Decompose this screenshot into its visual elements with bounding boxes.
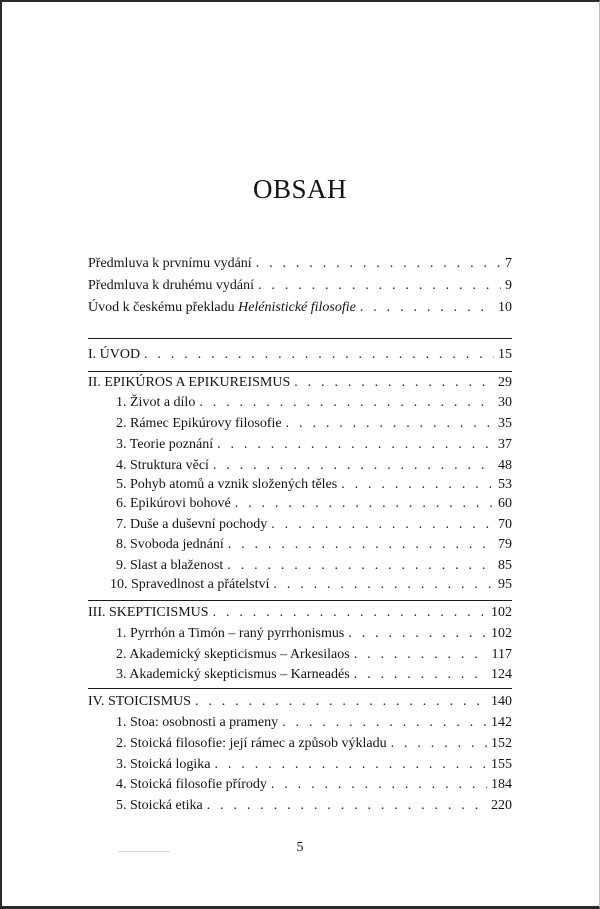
- toc-entry[interactable]: [116, 514, 512, 536]
- toc-entry-preface-first[interactable]: [88, 253, 512, 275]
- toc-entry-label: Předmluva k druhému vydání: [88, 278, 255, 293]
- toc-entry-page: 37: [498, 437, 512, 452]
- toc-entry-label: 3. Akademický skepticismus – Karneadés: [116, 667, 350, 682]
- toc-section-skepticismus[interactable]: [88, 602, 512, 624]
- leader-dots: [354, 644, 488, 666]
- toc-entry-label-prefix: Úvod k českému překladu: [88, 300, 239, 315]
- toc-entry-page: 79: [498, 537, 512, 552]
- toc-entry-page: 124: [491, 667, 512, 682]
- leader-dots: [258, 275, 501, 297]
- toc-entry-page: 220: [491, 798, 512, 813]
- leader-dots: [199, 392, 494, 414]
- toc-section-stoicismus[interactable]: [88, 691, 512, 713]
- toc-entry-label: 1. Pyrrhón a Timón – raný pyrrhonismus: [116, 626, 345, 641]
- toc-entry-page: 117: [491, 647, 512, 662]
- section-divider: [88, 338, 512, 339]
- toc-entry-page: 9: [505, 278, 512, 293]
- leader-dots: [271, 774, 487, 796]
- toc-entry-label: 3. Teorie poznání: [116, 437, 214, 452]
- toc-entry-label: 3. Stoická logika: [116, 757, 211, 772]
- toc-entry-page: 95: [498, 577, 512, 592]
- toc-entry[interactable]: [116, 712, 512, 734]
- leader-dots: [217, 434, 494, 456]
- toc-entry-page: 85: [498, 558, 512, 573]
- toc-entry-page: 155: [491, 757, 512, 772]
- toc-entry[interactable]: [116, 413, 512, 435]
- toc-entry[interactable]: [116, 623, 512, 645]
- leader-dots: [354, 664, 487, 686]
- toc-entry-label: 4. Struktura věcí: [116, 458, 209, 473]
- toc-entry-label: 5. Stoická etika: [116, 798, 203, 813]
- leader-dots: [271, 514, 494, 536]
- toc-section-label: II. EPIKÚROS A EPIKUREISMUS: [88, 375, 291, 390]
- toc-entry-label: 2. Stoická filosofie: její rámec a způsob výkladu: [116, 736, 387, 751]
- toc-entry-label: 2. Akademický skepticismus – Arkesilaos: [116, 647, 350, 662]
- toc-entry-label: 10. Spravedlnost a přátelství: [110, 577, 270, 592]
- toc-entry-page: 102: [491, 626, 512, 641]
- leader-dots: [348, 623, 487, 645]
- toc-entry[interactable]: [116, 664, 512, 686]
- leader-dots: [360, 297, 494, 319]
- toc-section-label: IV. STOICISMUS: [88, 694, 191, 709]
- toc-entry[interactable]: [116, 493, 512, 515]
- leader-dots: [213, 602, 487, 624]
- toc-entry-label: 4. Stoická filosofie přírody: [116, 777, 267, 792]
- page-number: 5: [296, 840, 304, 855]
- toc-entry-label: 8. Svoboda jednání: [116, 537, 224, 552]
- toc-entry-label-italic: Helénistické filosofie: [238, 300, 356, 315]
- toc-section-page: 29: [498, 375, 512, 390]
- toc-entry[interactable]: [116, 392, 512, 414]
- leader-dots: [391, 733, 487, 755]
- toc-section-epikuros[interactable]: [88, 372, 512, 394]
- toc-section-page: 140: [491, 694, 512, 709]
- leader-dots: [235, 493, 494, 515]
- leader-dots: [282, 712, 487, 734]
- toc-entry[interactable]: [116, 644, 512, 666]
- toc-entry-preface-second[interactable]: [88, 275, 512, 297]
- toc-section-label: I. ÚVOD: [88, 347, 141, 362]
- leader-dots: [144, 344, 494, 366]
- toc-entry-label: 1. Život a dílo: [116, 395, 196, 410]
- toc-entry[interactable]: [110, 574, 512, 596]
- toc-section-page: 102: [491, 605, 512, 620]
- toc-entry[interactable]: [116, 434, 512, 456]
- toc-entry-page: 184: [491, 777, 512, 792]
- toc-section-label: III. SKEPTICISMUS: [88, 605, 209, 620]
- toc-entry[interactable]: [116, 774, 512, 796]
- toc-section-page: 15: [498, 347, 512, 362]
- toc-entry-czech-intro[interactable]: [88, 297, 512, 319]
- toc-entry-page: 48: [498, 458, 512, 473]
- leader-dots: [228, 534, 494, 556]
- toc-entry-label: 5. Pohyb atomů a vznik složených těles: [116, 477, 338, 492]
- toc-entry-page: 53: [498, 477, 512, 492]
- toc-entry-page: 70: [498, 517, 512, 532]
- toc-entry[interactable]: [116, 795, 512, 817]
- toc-entry-page: 142: [491, 715, 512, 730]
- toc-entry-label: 7. Duše a duševní pochody: [116, 517, 268, 532]
- toc-section-uvod[interactable]: [88, 344, 512, 366]
- leader-dots: [207, 795, 487, 817]
- leader-dots: [215, 754, 488, 776]
- leader-dots: [256, 253, 501, 275]
- toc-entry-label: 9. Slast a blaženost: [116, 558, 224, 573]
- toc-entry-label: [88, 297, 356, 319]
- section-divider: [88, 688, 512, 689]
- toc-entry-page: 60: [498, 496, 512, 511]
- toc-entry[interactable]: [116, 534, 512, 556]
- toc-entry-label: 1. Stoa: osobnosti a prameny: [116, 715, 279, 730]
- leader-dots: [294, 372, 494, 394]
- leader-dots: [273, 574, 494, 596]
- toc-entry-page: 152: [491, 736, 512, 751]
- toc-entry-page: 10: [498, 300, 512, 315]
- toc-entry[interactable]: [116, 733, 512, 755]
- leader-dots: [195, 691, 487, 713]
- toc-entry-label: 6. Epikúrovi bohové: [116, 496, 231, 511]
- toc-entry-page: 30: [498, 395, 512, 410]
- page-title: OBSAH: [252, 174, 348, 204]
- toc-entry-page: 35: [498, 416, 512, 431]
- toc-entry-label: Předmluva k prvnímu vydání: [88, 256, 252, 271]
- leader-dots: [286, 413, 494, 435]
- toc-entry-label: 2. Rámec Epikúrovy filosofie: [116, 416, 282, 431]
- section-divider: [88, 600, 512, 601]
- toc-entry[interactable]: [116, 754, 512, 776]
- toc-entry-page: 7: [505, 256, 512, 271]
